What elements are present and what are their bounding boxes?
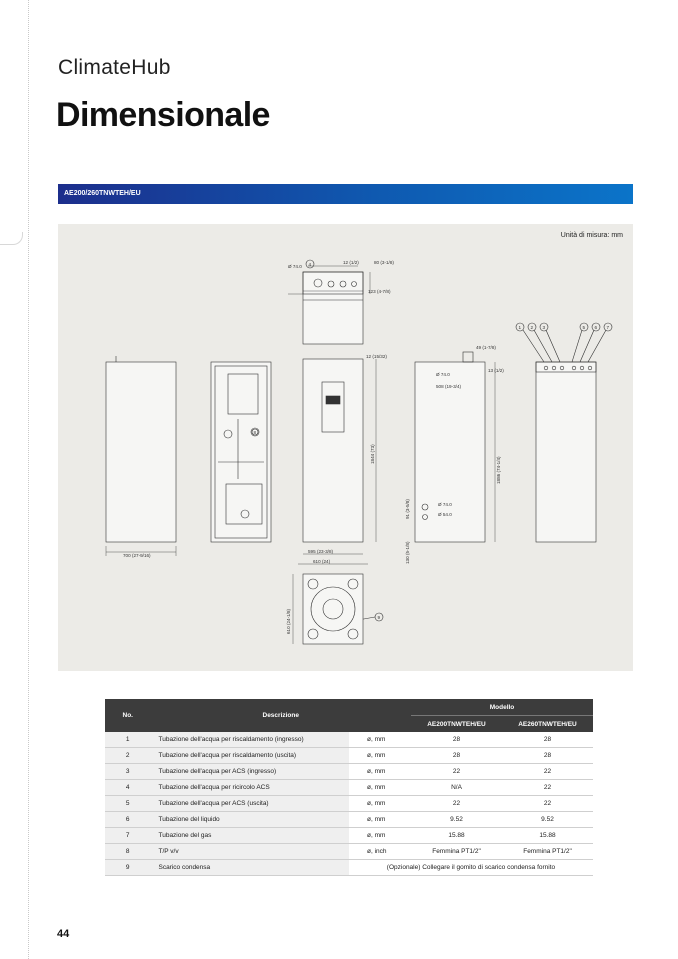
table-cell-unit: ø, inch (349, 844, 411, 860)
svg-text:9: 9 (377, 615, 381, 620)
table-cell-v2: 28 (502, 732, 593, 748)
table-row (105, 812, 593, 828)
table-cell-desc: T/P v/v (150, 844, 349, 860)
table-row (105, 844, 593, 860)
svg-text:3: 3 (542, 325, 546, 330)
dim-plan-depth: 610 (24-1/8) (286, 608, 291, 634)
table-cell-no: 3 (105, 764, 150, 780)
table-cell-v1: N/A (411, 780, 502, 796)
table-cell-v1: 9.52 (411, 812, 502, 828)
page-edge-tab (0, 0, 29, 959)
brand-name: ClimateHub (58, 56, 171, 79)
dim-side-top-1: 49 (1-7/8) (476, 345, 496, 350)
model-bar: AE200/260TNWTEH/EU (58, 184, 633, 204)
callout-4 (306, 260, 314, 268)
dim-top-pipe-2: 80 (3-1/8) (374, 260, 394, 265)
table-cell-v2: 22 (502, 780, 593, 796)
svg-text:5: 5 (582, 325, 586, 330)
plan-view (286, 574, 363, 644)
dim-side-hole-top: Ø 74.0 (436, 372, 450, 377)
header-model-2: AE260TNWTEH/EU (502, 716, 593, 733)
table-cell-unit: ø, mm (349, 796, 411, 812)
dim-top-width: 123 (4-7/8) (368, 289, 391, 294)
dim-side-top-2: 13 (1/2) (488, 368, 504, 373)
table-cell-no: 7 (105, 828, 150, 844)
table-cell-no: 9 (105, 860, 150, 876)
table-row (105, 780, 593, 796)
unit-note: Unità di misura: mm (560, 232, 623, 239)
dim-top-pipe-1: 12 (1/2) (343, 260, 359, 265)
back-view (516, 323, 612, 542)
internal-view (211, 362, 271, 542)
table-row (105, 732, 593, 748)
table-cell-desc: Tubazione dell'acqua per riscaldamento (uscita) (150, 748, 349, 764)
table-cell-desc: Tubazione dell'acqua per ACS (uscita) (150, 796, 349, 812)
svg-text:2: 2 (530, 325, 534, 330)
table-row (105, 764, 593, 780)
table-cell-desc: Tubazione dell'acqua per ricircolo ACS (150, 780, 349, 796)
page-number: 44 (57, 928, 70, 940)
dim-base-width-2: 610 (24) (313, 559, 331, 564)
dim-side-hole-low-2: Ø 54.0 (438, 512, 452, 517)
front-view (298, 354, 387, 564)
header-model-1: AE200TNWTEH/EU (411, 716, 502, 733)
table-cell-no: 6 (105, 812, 150, 828)
dimension-drawing-panel (58, 224, 633, 671)
dim-side-hole-low-1: Ø 74.0 (438, 502, 452, 507)
dim-side-low-base: 130 (5-1/8) (405, 541, 410, 564)
table-cell-v2: Femmina PT1/2" (502, 844, 593, 860)
svg-text:8: 8 (253, 430, 257, 435)
left-side-view (106, 356, 176, 558)
table-cell-unit: ø, mm (349, 764, 411, 780)
table-row (105, 796, 593, 812)
table-cell-unit: ø, mm (349, 812, 411, 828)
dim-left-depth: 700 (27-9/16) (123, 553, 151, 558)
table-cell-v1: 28 (411, 748, 502, 764)
callout-3 (540, 323, 560, 362)
table-cell-v2: 9.52 (502, 812, 593, 828)
svg-text:6: 6 (594, 325, 598, 330)
table-row (105, 860, 593, 876)
table-cell-no: 1 (105, 732, 150, 748)
table-cell-no: 4 (105, 780, 150, 796)
svg-text:1: 1 (518, 325, 522, 330)
dim-base-width: 595 (23-3/8) (308, 549, 334, 554)
table-cell-v1: 22 (411, 764, 502, 780)
top-view (288, 260, 394, 344)
table-cell-unit: ø, mm (349, 748, 411, 764)
table-cell-desc: Tubazione del gas (150, 828, 349, 844)
header-no: No. (105, 699, 150, 732)
table-cell-v2: 22 (502, 796, 593, 812)
table-cell-desc: Tubazione dell'acqua per ACS (ingresso) (150, 764, 349, 780)
header-description: Descrizione (150, 699, 411, 732)
table-row (105, 828, 593, 844)
right-side-view (405, 345, 504, 564)
table-cell-no: 2 (105, 748, 150, 764)
table-cell-unit: ø, mm (349, 828, 411, 844)
table-cell-v2: 28 (502, 748, 593, 764)
header-model-group: Modello (411, 699, 593, 716)
dim-front-top: 12 (15/32) (366, 354, 387, 359)
table-cell-desc: Tubazione dell'acqua per riscaldamento (ingresso) (150, 732, 349, 748)
table-cell-desc: Scarico condensa (150, 860, 349, 876)
table-cell-v2: 22 (502, 764, 593, 780)
dim-top-hole: Ø 74.0 (288, 264, 302, 269)
dimension-drawing (58, 224, 633, 671)
callout-7 (588, 323, 612, 362)
table-cell-no: 5 (105, 796, 150, 812)
dim-side-low-offset: 91 (3-5/8) (405, 499, 410, 519)
table-row (105, 748, 593, 764)
table-cell-v1: 28 (411, 732, 502, 748)
table-cell-v1: 15.88 (411, 828, 502, 844)
table-cell-v1: Femmina PT1/2" (411, 844, 502, 860)
svg-text:4: 4 (308, 262, 312, 267)
dim-side-height: 1886 (74-1/4) (496, 456, 501, 484)
specification-table (105, 699, 593, 876)
callout-5 (572, 323, 588, 362)
dim-side-depth-top: 508 (19-3/4) (436, 384, 462, 389)
page-title: Dimensionale (56, 96, 270, 134)
table-cell-merged: (Opzionale) Collegare il gomito di scarico condensa fornito (349, 860, 593, 876)
table-cell-desc: Tubazione del liquido (150, 812, 349, 828)
table-cell-unit: ø, mm (349, 780, 411, 796)
dim-front-height: 1844 (73) (370, 444, 375, 464)
table-cell-no: 8 (105, 844, 150, 860)
table-cell-unit: ø, mm (349, 732, 411, 748)
table-cell-v1: 22 (411, 796, 502, 812)
table-cell-v2: 15.88 (502, 828, 593, 844)
svg-text:7: 7 (606, 325, 610, 330)
